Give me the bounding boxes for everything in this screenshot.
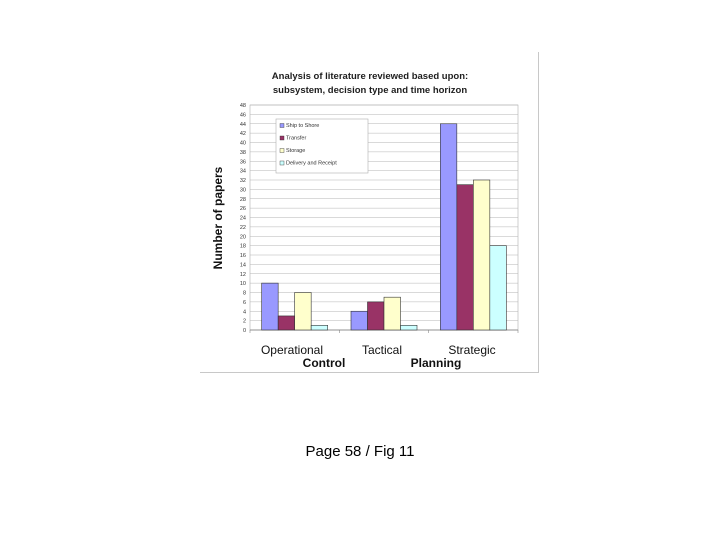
y-tick-label: 36	[239, 159, 246, 166]
category-labels	[261, 343, 496, 370]
bar-delivery-and-receipt-strategic	[490, 246, 507, 330]
chart-title-line-2: subsystem, decision type and time horizon	[272, 85, 468, 96]
y-tick-label: 28	[239, 196, 246, 203]
x-group-label: Control	[302, 356, 346, 370]
y-tick-label: 18	[239, 243, 246, 250]
y-tick-label: 14	[239, 262, 246, 269]
x-category-label: Strategic	[448, 343, 496, 357]
y-tick-label: 4	[242, 309, 246, 316]
bar-transfer-operational	[278, 316, 295, 330]
legend-entry: Storage	[286, 148, 306, 154]
y-tick-label: 8	[242, 290, 246, 297]
y-tick-label: 40	[239, 140, 246, 147]
x-group-label: Planning	[410, 356, 462, 370]
y-tick-label: 2	[242, 318, 246, 325]
y-tick-label: 32	[239, 178, 246, 184]
legend	[276, 119, 368, 173]
x-category-label: Tactical	[361, 343, 403, 357]
legend-entry: Ship to Shore	[286, 123, 320, 129]
bar-delivery-and-receipt-tactical	[401, 325, 418, 330]
bar-ship-to-shore-tactical	[351, 311, 368, 330]
y-tick-label: 0	[242, 328, 246, 334]
y-tick-label: 16	[239, 253, 246, 259]
y-tick-label: 22	[239, 224, 246, 231]
legend-swatch	[280, 161, 284, 165]
y-tick-label: 10	[239, 281, 246, 288]
bar-delivery-and-receipt-operational	[311, 325, 328, 330]
y-tick-label: 30	[239, 187, 246, 194]
legend-swatch	[280, 149, 284, 153]
legend-entry: Delivery and Receipt	[286, 160, 337, 167]
bar-chart	[200, 52, 538, 372]
y-tick-label: 12	[239, 271, 246, 278]
y-tick-label: 24	[239, 215, 246, 222]
y-tick-label: 26	[239, 206, 246, 213]
y-tick-label: 46	[239, 112, 246, 119]
y-tick-label: 44	[239, 121, 246, 128]
y-tick-label: 48	[239, 103, 246, 109]
bar-ship-to-shore-operational	[262, 283, 279, 330]
y-tick-label: 34	[239, 168, 246, 175]
chart-title-line-1: Analysis of literature reviewed based upon:	[271, 71, 469, 82]
legend-swatch	[280, 124, 284, 128]
bar-transfer-strategic	[457, 185, 474, 330]
page-caption: Page 58 / Fig 11	[305, 443, 415, 460]
bar-storage-operational	[295, 293, 312, 331]
y-tick-label: 20	[239, 234, 246, 241]
bar-storage-strategic	[473, 180, 490, 330]
x-category-label: Operational	[260, 343, 324, 357]
chart-frame	[200, 52, 539, 373]
legend-swatch	[280, 136, 284, 140]
y-tick-label: 42	[239, 131, 246, 138]
bar-transfer-tactical	[368, 302, 385, 330]
bar-storage-tactical	[384, 297, 401, 330]
bar-ship-to-shore-strategic	[440, 124, 457, 330]
y-axis-label: Number of papers	[211, 166, 225, 270]
y-tick-label: 38	[239, 149, 246, 156]
legend-entry: Transfer	[286, 135, 307, 142]
y-tick-label: 6	[242, 299, 246, 306]
